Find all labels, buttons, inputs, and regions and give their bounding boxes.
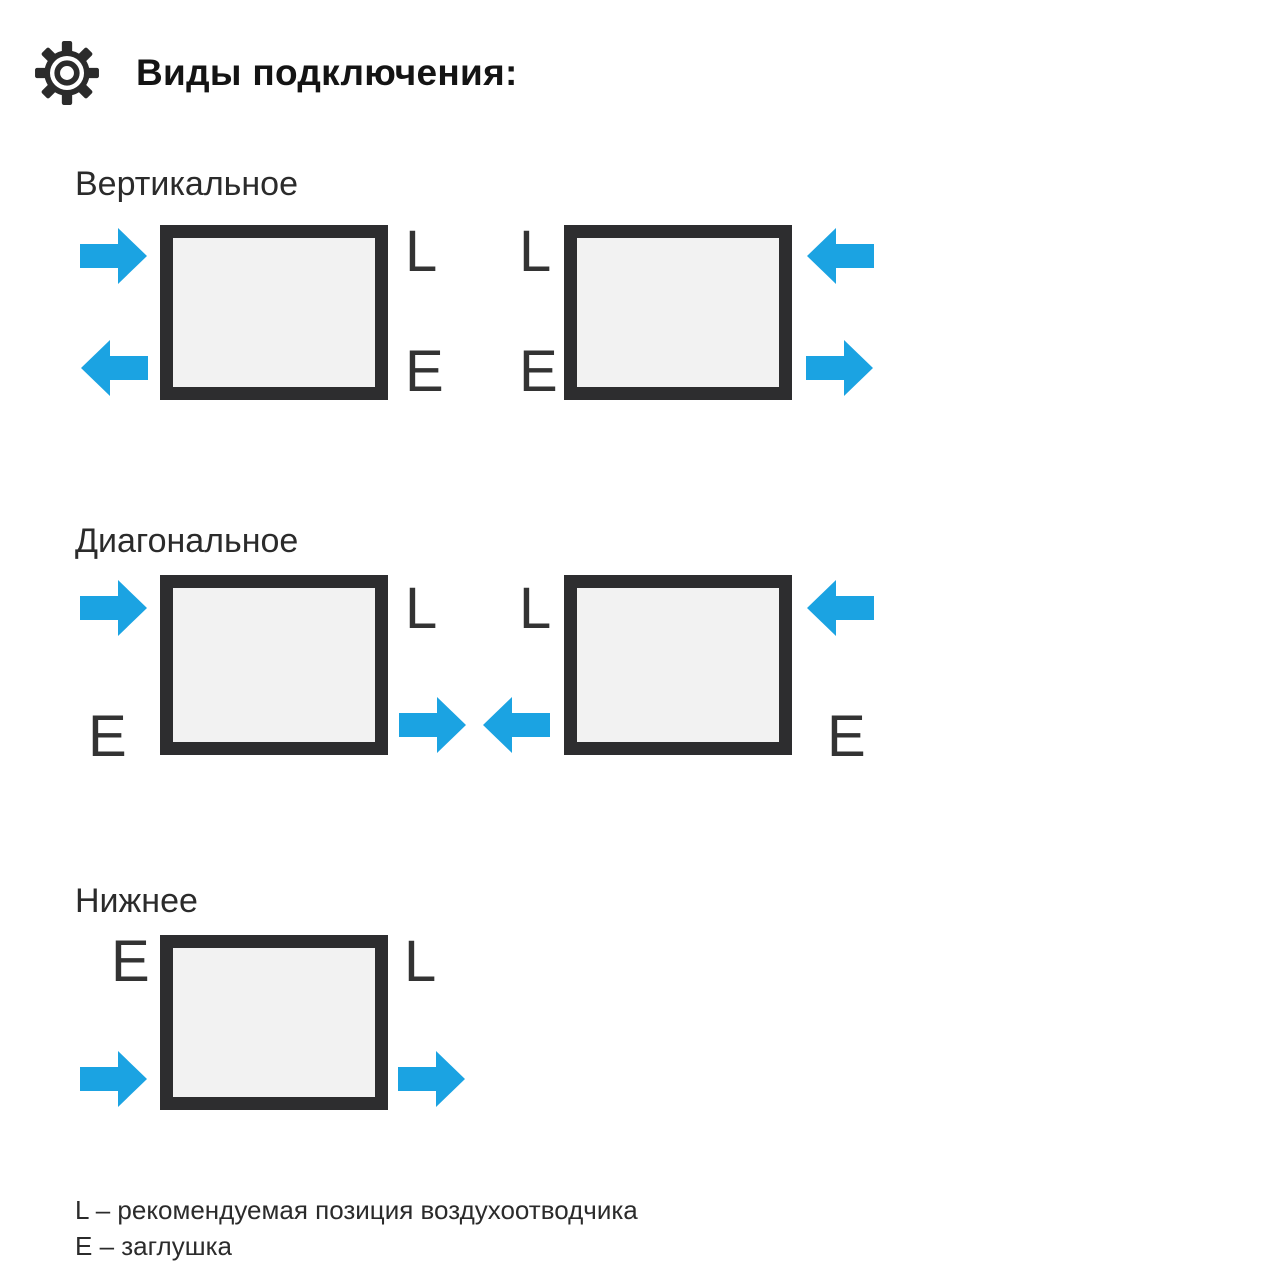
section-title-bottom: Нижнее xyxy=(75,882,198,920)
arrow-right-icon xyxy=(398,1050,466,1108)
gear-icon xyxy=(34,40,100,106)
port-label-e: E xyxy=(519,339,558,404)
legend xyxy=(75,1192,638,1264)
arrow-right-icon xyxy=(399,696,467,754)
legend-line-l: L – рекомендуемая позиция воздухоотводчика xyxy=(75,1195,638,1225)
port-label-l: L xyxy=(405,576,438,641)
page-title: Виды подключения: xyxy=(136,52,518,93)
arrow-left-icon xyxy=(482,696,550,754)
arrow-left-icon xyxy=(80,339,148,397)
section-title-diagonal: Диагональное xyxy=(75,522,299,560)
radiator-rect xyxy=(160,575,388,755)
port-label-l: L xyxy=(519,219,552,284)
radiator-rect xyxy=(564,225,792,400)
arrow-left-icon xyxy=(806,227,874,285)
port-label-e: E xyxy=(88,704,127,769)
port-label-e: E xyxy=(111,929,150,994)
port-label-e: E xyxy=(827,704,866,769)
arrow-left-icon xyxy=(806,579,874,637)
legend-line-e: E – заглушка xyxy=(75,1231,232,1261)
section-title-vertical: Вертикальное xyxy=(75,165,298,203)
radiator-rect xyxy=(564,575,792,755)
header xyxy=(34,40,518,106)
arrow-right-icon xyxy=(80,227,148,285)
radiator-rect xyxy=(160,225,388,400)
arrow-right-icon xyxy=(806,339,874,397)
port-label-l: L xyxy=(519,576,552,641)
radiator-rect xyxy=(160,935,388,1110)
port-label-e: E xyxy=(405,339,444,404)
port-label-l: L xyxy=(404,929,437,994)
arrow-right-icon xyxy=(80,1050,148,1108)
port-label-l: L xyxy=(405,219,438,284)
arrow-right-icon xyxy=(80,579,148,637)
